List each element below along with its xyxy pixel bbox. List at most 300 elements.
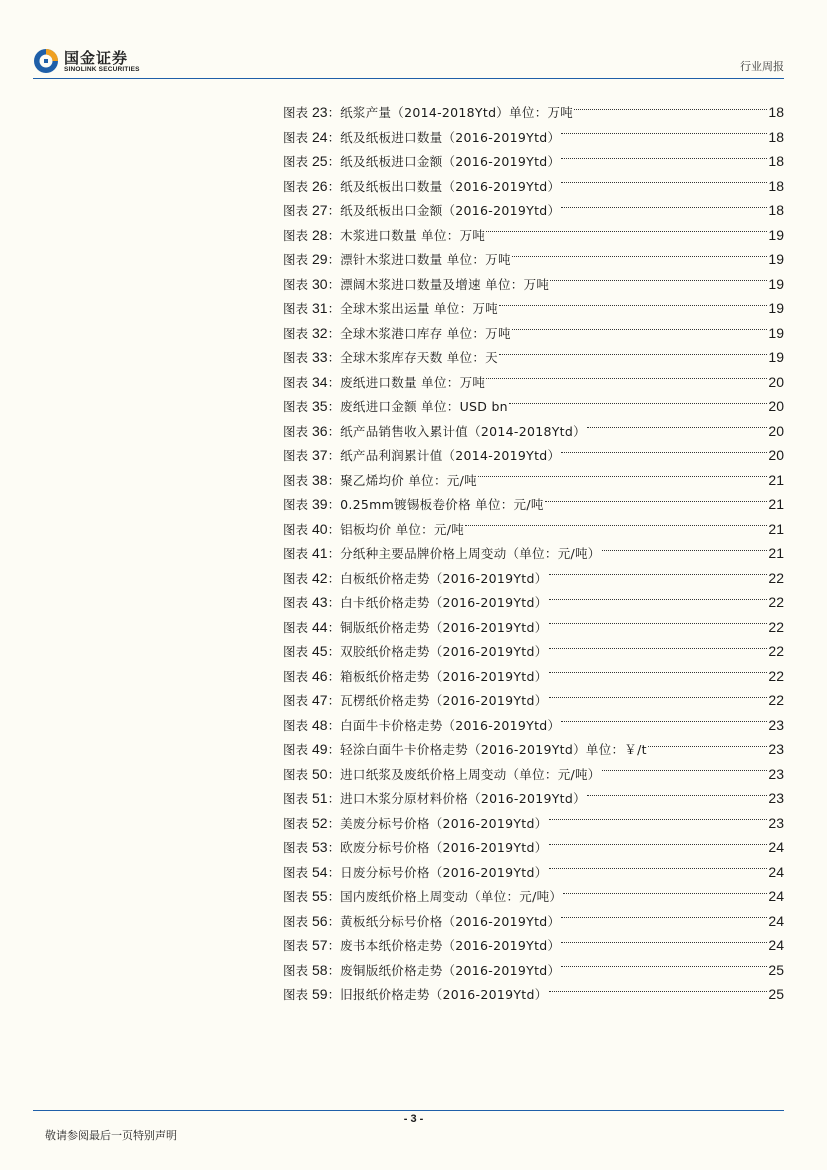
toc-entry-colon: ： — [327, 619, 341, 635]
toc-entry-prefix: 图表 — [283, 619, 309, 635]
toc-leader-dots — [563, 893, 767, 894]
toc-entry-label — [283, 321, 340, 347]
toc-entry-page: 21 — [768, 520, 784, 537]
toc-entry-number: 47 — [312, 692, 328, 708]
toc-entry-colon: ： — [327, 889, 341, 904]
toc-leader-dots — [549, 991, 768, 992]
toc-entry-page: 22 — [768, 692, 784, 708]
toc-entry-colon: ： — [327, 791, 341, 806]
toc-entry-label — [283, 639, 340, 665]
toc-entry-colon: ： — [327, 546, 341, 561]
toc-entry-number: 31 — [312, 300, 328, 316]
toc-entry-label — [283, 492, 340, 518]
toc-entry-title: 纸浆产量（2014-2018Ytd）单位：万吨 — [340, 105, 574, 120]
toc-entry-prefix: 图表 — [283, 350, 309, 365]
toc-entry-prefix: 图表 — [283, 497, 309, 512]
toc-entry-colon: ： — [327, 962, 341, 978]
toc-entry-prefix: 图表 — [283, 227, 309, 243]
company-logo — [33, 46, 163, 78]
toc-entry[interactable] — [283, 933, 784, 958]
toc-entry[interactable] — [283, 762, 784, 787]
toc-leader-dots — [561, 917, 767, 918]
toc-entry-label — [283, 615, 340, 641]
toc-entry-label — [283, 394, 340, 420]
toc-entry[interactable] — [283, 198, 784, 223]
toc-entry-label — [283, 419, 340, 445]
toc-entry-page: 24 — [768, 839, 784, 855]
toc-entry-prefix: 图表 — [283, 129, 309, 145]
toc-entry[interactable] — [283, 615, 784, 640]
toc-entry[interactable] — [283, 541, 784, 566]
toc-entry-label — [283, 566, 340, 592]
toc-leader-dots — [512, 256, 768, 257]
toc-leader-dots — [587, 427, 768, 428]
toc-entry-number: 57 — [312, 937, 328, 953]
toc-entry[interactable] — [283, 517, 784, 542]
toc-entry-prefix: 图表 — [283, 889, 309, 904]
toc-leader-dots — [549, 648, 768, 649]
toc-entry[interactable] — [283, 590, 784, 615]
toc-entry-title: 纸及纸板进口金额（2016-2019Ytd） — [340, 154, 561, 169]
toc-entry-label — [283, 125, 340, 151]
toc-entry-prefix: 图表 — [283, 987, 309, 1002]
toc-entry[interactable] — [283, 272, 784, 297]
toc-entry-colon: ： — [327, 987, 341, 1002]
toc-leader-dots — [561, 966, 767, 967]
toc-entry[interactable] — [283, 370, 784, 395]
toc-entry-label — [283, 174, 340, 200]
toc-leader-dots — [561, 182, 767, 183]
toc-entry-number: 43 — [312, 594, 328, 610]
toc-entry[interactable] — [283, 884, 784, 909]
toc-entry-label — [283, 713, 340, 739]
toc-entry-title: 国内废纸价格上周变动（单位：元/吨） — [340, 889, 563, 904]
toc-entry-colon: ： — [327, 129, 341, 145]
toc-entry-number: 49 — [312, 741, 328, 757]
toc-entry-number: 40 — [312, 520, 328, 537]
toc-entry-prefix: 图表 — [283, 423, 309, 439]
toc-entry[interactable] — [283, 419, 784, 444]
toc-entry-title: 0.25mm镀锡板卷价格 单位：元/吨 — [340, 497, 544, 512]
toc-entry-colon: ： — [327, 203, 341, 218]
toc-entry-number: 36 — [312, 422, 328, 439]
toc-entry-colon: ： — [327, 595, 341, 610]
toc-entry-label — [283, 272, 340, 298]
toc-entry-prefix: 图表 — [283, 570, 309, 586]
toc-entry-page: 23 — [768, 716, 784, 733]
report-type: 行业周报 — [740, 60, 784, 73]
toc-entry-page: 18 — [768, 153, 784, 169]
toc-entry-title: 双胶纸价格走势（2016-2019Ytd） — [340, 644, 548, 659]
toc-entry-number: 25 — [312, 153, 328, 169]
toc-entry[interactable] — [283, 835, 784, 860]
toc-entry-page: 25 — [768, 986, 784, 1002]
toc-entry-prefix: 图表 — [283, 472, 309, 488]
toc-entry-title: 纸及纸板进口数量（2016-2019Ytd） — [340, 129, 561, 145]
toc-entry-page: 18 — [768, 177, 784, 194]
toc-entry-colon: ： — [327, 399, 341, 414]
toc-entry-number: 37 — [312, 447, 328, 463]
toc-entry-prefix: 图表 — [283, 203, 309, 218]
toc-entry-label — [283, 198, 340, 224]
toc-entry-title: 漂针木浆进口数量 单位：万吨 — [340, 252, 511, 267]
toc-entry[interactable] — [283, 174, 784, 199]
toc-entry-number: 56 — [312, 912, 328, 929]
toc-entry[interactable] — [283, 223, 784, 248]
toc-entry-title: 进口木浆分原材料价格（2016-2019Ytd） — [340, 791, 586, 806]
toc-leader-dots — [561, 721, 767, 722]
page-header — [0, 0, 827, 80]
toc-entry-colon: ： — [327, 766, 341, 782]
toc-entry-label — [283, 811, 340, 837]
toc-entry-page: 19 — [768, 300, 784, 316]
toc-entry-number: 52 — [312, 814, 328, 831]
toc-entry-prefix: 图表 — [283, 693, 309, 708]
toc-entry-colon: ： — [327, 717, 341, 733]
toc-entry-label — [283, 223, 340, 249]
toc-entry[interactable] — [283, 786, 784, 811]
toc-entry-prefix: 图表 — [283, 840, 309, 855]
toc-entry-page: 22 — [768, 667, 784, 684]
toc-entry-number: 41 — [312, 545, 328, 561]
toc-entry-title: 全球木浆库存天数 单位：天 — [340, 350, 498, 365]
toc-entry-title: 美废分标号价格（2016-2019Ytd） — [340, 815, 548, 831]
toc-entry[interactable] — [283, 566, 784, 591]
toc-leader-dots — [486, 378, 767, 379]
toc-leader-dots — [486, 231, 767, 232]
toc-entry-label — [283, 468, 340, 494]
toc-entry-title: 纸及纸板出口数量（2016-2019Ytd） — [340, 178, 561, 194]
toc-entry-title: 全球木浆港口库存 单位：万吨 — [340, 325, 511, 341]
toc-leader-dots — [561, 942, 767, 943]
toc-entry-number: 32 — [312, 324, 328, 341]
toc-entry-colon: ： — [327, 325, 341, 341]
toc-entry-colon: ： — [327, 472, 341, 488]
toc-entry-colon: ： — [327, 178, 341, 194]
toc-entry-title: 废书本纸价格走势（2016-2019Ytd） — [340, 938, 561, 953]
toc-entry-label — [283, 247, 340, 273]
logo-english-name: SINOLINK SECURITIES — [64, 66, 140, 73]
toc-leader-dots — [549, 574, 768, 575]
toc-entry-number: 29 — [312, 251, 328, 267]
toc-entry-page: 19 — [768, 226, 784, 243]
toc-leader-dots — [549, 623, 768, 624]
toc-entry-page: 25 — [768, 961, 784, 978]
toc-entry-title: 瓦楞纸价格走势（2016-2019Ytd） — [340, 693, 548, 708]
toc-leader-dots — [509, 403, 768, 404]
toc-entry-number: 58 — [312, 961, 328, 978]
toc-entry-page: 22 — [768, 594, 784, 610]
toc-entry-colon: ： — [327, 644, 341, 659]
toc-leader-dots — [549, 672, 768, 673]
toc-entry-number: 23 — [312, 104, 328, 120]
toc-entry-title: 废铜版纸价格走势（2016-2019Ytd） — [340, 962, 561, 978]
toc-entry-title: 分纸种主要品牌价格上周变动（单位：元/吨） — [340, 546, 601, 561]
toc-entry[interactable] — [283, 958, 784, 983]
toc-entry-page: 18 — [768, 202, 784, 218]
toc-entry-number: 34 — [312, 373, 328, 390]
toc-entry[interactable] — [283, 713, 784, 738]
toc-entry-label — [283, 100, 340, 126]
toc-entry-label — [283, 909, 340, 935]
toc-leader-dots — [587, 795, 768, 796]
toc-leader-dots — [549, 844, 768, 845]
toc-entry-label — [283, 664, 340, 690]
toc-entry[interactable] — [283, 149, 784, 174]
toc-entry-number: 24 — [312, 128, 328, 145]
toc-leader-dots — [561, 133, 767, 134]
toc-entry-number: 54 — [312, 863, 328, 880]
toc-entry-prefix: 图表 — [283, 962, 309, 978]
toc-leader-dots — [549, 819, 768, 820]
toc-entry-title: 纸产品销售收入累计值（2014-2018Ytd） — [340, 423, 586, 439]
toc-entry-number: 44 — [312, 618, 328, 635]
toc-entry-number: 35 — [312, 398, 328, 414]
toc-entry-number: 30 — [312, 275, 328, 292]
toc-entry-title: 废纸进口金额 单位：USD bn — [340, 399, 508, 414]
toc-entry-prefix: 图表 — [283, 938, 309, 953]
toc-entry-number: 33 — [312, 349, 328, 365]
logo-chinese-name: 国金证券 — [64, 49, 129, 67]
toc-entry[interactable] — [283, 811, 784, 836]
toc-entry-label — [283, 982, 340, 1008]
toc-entry-number: 45 — [312, 643, 328, 659]
toc-entry[interactable] — [283, 860, 784, 885]
toc-entry-page: 20 — [768, 373, 784, 390]
toc-entry-prefix: 图表 — [283, 276, 309, 292]
toc-entry[interactable] — [283, 688, 784, 713]
toc-entry-title: 轻涂白面牛卡价格走势（2016-2019Ytd）单位：￥/t — [340, 742, 647, 757]
sinolink-logo-icon — [33, 48, 59, 74]
toc-leader-dots — [478, 476, 768, 477]
toc-entry-title: 纸产品利润累计值（2014-2019Ytd） — [340, 448, 561, 463]
toc-entry-title: 全球木浆出运量 单位：万吨 — [340, 301, 498, 316]
toc-entry-number: 50 — [312, 765, 328, 782]
toc-entry-prefix: 图表 — [283, 154, 309, 169]
toc-entry-title: 聚乙烯均价 单位：元/吨 — [340, 472, 477, 488]
toc-entry-page: 18 — [768, 104, 784, 120]
toc-entry-prefix: 图表 — [283, 178, 309, 194]
toc-entry[interactable] — [283, 394, 784, 419]
toc-leader-dots — [561, 207, 767, 208]
toc-entry-label — [283, 149, 340, 175]
toc-entry[interactable] — [283, 247, 784, 272]
toc-entry-prefix: 图表 — [283, 399, 309, 414]
toc-entry-title: 欧废分标号价格（2016-2019Ytd） — [340, 840, 548, 855]
toc-entry-label — [283, 541, 340, 567]
toc-entry-title: 铝板均价 单位：元/吨 — [340, 521, 465, 537]
toc-entry-title: 进口纸浆及废纸价格上周变动（单位：元/吨） — [340, 766, 601, 782]
toc-entry-prefix: 图表 — [283, 791, 309, 806]
toc-entry[interactable] — [283, 982, 784, 1007]
toc-entry[interactable] — [283, 737, 784, 762]
toc-leader-dots — [550, 280, 767, 281]
toc-entry-prefix: 图表 — [283, 546, 309, 561]
toc-leader-dots — [545, 501, 768, 502]
toc-leader-dots — [465, 525, 767, 526]
toc-entry-label — [283, 860, 340, 886]
toc-entry-page: 21 — [768, 545, 784, 561]
toc-entry-page: 21 — [768, 471, 784, 488]
toc-leader-dots — [602, 770, 768, 771]
toc-leader-dots — [561, 158, 767, 159]
toc-entry-colon: ： — [327, 276, 341, 292]
toc-entry-label — [283, 296, 340, 322]
toc-entry[interactable] — [283, 468, 784, 493]
toc-entry-title: 旧报纸价格走势（2016-2019Ytd） — [340, 987, 548, 1002]
toc-leader-dots — [549, 599, 768, 600]
toc-entry-page: 23 — [768, 814, 784, 831]
toc-entry-title: 黄板纸分标号价格（2016-2019Ytd） — [340, 913, 561, 929]
toc-entry-page: 18 — [768, 128, 784, 145]
toc-leader-dots — [648, 746, 768, 747]
toc-entry-page: 21 — [768, 496, 784, 512]
toc-entry-colon: ： — [327, 913, 341, 929]
toc-entry-prefix: 图表 — [283, 374, 309, 390]
toc-entry-prefix: 图表 — [283, 595, 309, 610]
toc-leader-dots — [574, 109, 767, 110]
toc-entry-colon: ： — [327, 497, 341, 512]
disclaimer-note: 敬请参阅最后一页特别声明 — [45, 1129, 177, 1142]
toc-entry-prefix: 图表 — [283, 105, 309, 120]
toc-entry[interactable] — [283, 100, 784, 125]
toc-entry-prefix: 图表 — [283, 325, 309, 341]
toc-leader-dots — [499, 354, 767, 355]
toc-entry-label — [283, 737, 340, 763]
toc-entry[interactable] — [283, 639, 784, 664]
toc-entry-label — [283, 443, 340, 469]
toc-entry-title: 箱板纸价格走势（2016-2019Ytd） — [340, 668, 548, 684]
toc-entry-number: 26 — [312, 177, 328, 194]
toc-entry[interactable] — [283, 492, 784, 517]
page-number: - 3 - — [403, 1113, 424, 1125]
toc-entry-title: 白板纸价格走势（2016-2019Ytd） — [340, 570, 548, 586]
toc-entry-number: 51 — [312, 790, 328, 806]
toc-entry-colon: ： — [327, 742, 341, 757]
toc-entry-prefix: 图表 — [283, 766, 309, 782]
footer-divider — [33, 1110, 784, 1111]
toc-entry-label — [283, 590, 340, 616]
toc-entry[interactable] — [283, 125, 784, 150]
toc-entry-title: 白卡纸价格走势（2016-2019Ytd） — [340, 595, 548, 610]
toc-entry-page: 22 — [768, 618, 784, 635]
toc-entry-prefix: 图表 — [283, 913, 309, 929]
toc-entry[interactable] — [283, 296, 784, 321]
toc-entry-prefix: 图表 — [283, 521, 309, 537]
header-divider — [33, 78, 784, 79]
toc-entry-number: 48 — [312, 716, 328, 733]
toc-entry-number: 39 — [312, 496, 328, 512]
toc-entry-colon: ： — [327, 350, 341, 365]
toc-entry-page: 19 — [768, 324, 784, 341]
toc-entry-page: 20 — [768, 447, 784, 463]
toc-entry-page: 23 — [768, 765, 784, 782]
toc-entry-number: 38 — [312, 471, 328, 488]
toc-entry-number: 46 — [312, 667, 328, 684]
toc-entry-page: 23 — [768, 790, 784, 806]
toc-entry-title: 纸及纸板出口金额（2016-2019Ytd） — [340, 203, 561, 218]
toc-entry[interactable] — [283, 443, 784, 468]
toc-entry-colon: ： — [327, 252, 341, 267]
toc-entry-title: 日废分标号价格（2016-2019Ytd） — [340, 864, 548, 880]
toc-entry-page: 20 — [768, 398, 784, 414]
toc-entry-label — [283, 517, 340, 543]
toc-leader-dots — [561, 452, 767, 453]
toc-entry-colon: ： — [327, 301, 341, 316]
toc-entry-colon: ： — [327, 105, 341, 120]
toc-leader-dots — [512, 329, 768, 330]
toc-entry-colon: ： — [327, 374, 341, 390]
toc-entry[interactable] — [283, 909, 784, 934]
toc-entry-number: 55 — [312, 888, 328, 904]
toc-entry[interactable] — [283, 345, 784, 370]
toc-leader-dots — [549, 868, 768, 869]
toc-entry-prefix: 图表 — [283, 448, 309, 463]
toc-entry-colon: ： — [327, 423, 341, 439]
figure-table-of-contents — [283, 100, 784, 1007]
toc-entry-prefix: 图表 — [283, 644, 309, 659]
toc-entry-title: 铜版纸价格走势（2016-2019Ytd） — [340, 619, 548, 635]
toc-entry-page: 22 — [768, 643, 784, 659]
toc-entry-page: 23 — [768, 741, 784, 757]
toc-entry-colon: ： — [327, 693, 341, 708]
toc-entry-prefix: 图表 — [283, 301, 309, 316]
toc-entry-colon: ： — [327, 815, 341, 831]
toc-entry-label — [283, 884, 340, 910]
toc-entry-prefix: 图表 — [283, 252, 309, 267]
toc-leader-dots — [549, 697, 768, 698]
toc-entry-label — [283, 786, 340, 812]
toc-entry-colon: ： — [327, 227, 341, 243]
toc-leader-dots — [499, 305, 767, 306]
toc-entry-label — [283, 762, 340, 788]
toc-entry-page: 24 — [768, 888, 784, 904]
toc-entry-title: 漂阔木浆进口数量及增速 单位：万吨 — [340, 276, 550, 292]
toc-entry[interactable] — [283, 664, 784, 689]
toc-entry-colon: ： — [327, 938, 341, 953]
toc-entry-prefix: 图表 — [283, 742, 309, 757]
toc-entry-page: 19 — [768, 275, 784, 292]
toc-entry-title: 白面牛卡价格走势（2016-2019Ytd） — [340, 717, 561, 733]
toc-entry-colon: ： — [327, 521, 341, 537]
toc-entry[interactable] — [283, 321, 784, 346]
toc-entry-title: 木浆进口数量 单位：万吨 — [340, 227, 486, 243]
toc-entry-label — [283, 933, 340, 959]
toc-entry-label — [283, 370, 340, 396]
toc-entry-colon: ： — [327, 840, 341, 855]
toc-entry-colon: ： — [327, 668, 341, 684]
toc-entry-page: 24 — [768, 863, 784, 880]
toc-entry-label — [283, 688, 340, 714]
toc-entry-prefix: 图表 — [283, 864, 309, 880]
toc-entry-title: 废纸进口数量 单位：万吨 — [340, 374, 486, 390]
toc-entry-number: 27 — [312, 202, 328, 218]
toc-entry-colon: ： — [327, 154, 341, 169]
toc-entry-prefix: 图表 — [283, 668, 309, 684]
toc-entry-page: 19 — [768, 251, 784, 267]
toc-entry-label — [283, 835, 340, 861]
toc-entry-label — [283, 345, 340, 371]
toc-leader-dots — [602, 550, 768, 551]
toc-entry-page: 19 — [768, 349, 784, 365]
toc-entry-prefix: 图表 — [283, 717, 309, 733]
toc-entry-colon: ： — [327, 448, 341, 463]
toc-entry-number: 59 — [312, 986, 328, 1002]
toc-entry-number: 28 — [312, 226, 328, 243]
toc-entry-colon: ： — [327, 570, 341, 586]
toc-entry-colon: ： — [327, 864, 341, 880]
toc-entry-number: 53 — [312, 839, 328, 855]
